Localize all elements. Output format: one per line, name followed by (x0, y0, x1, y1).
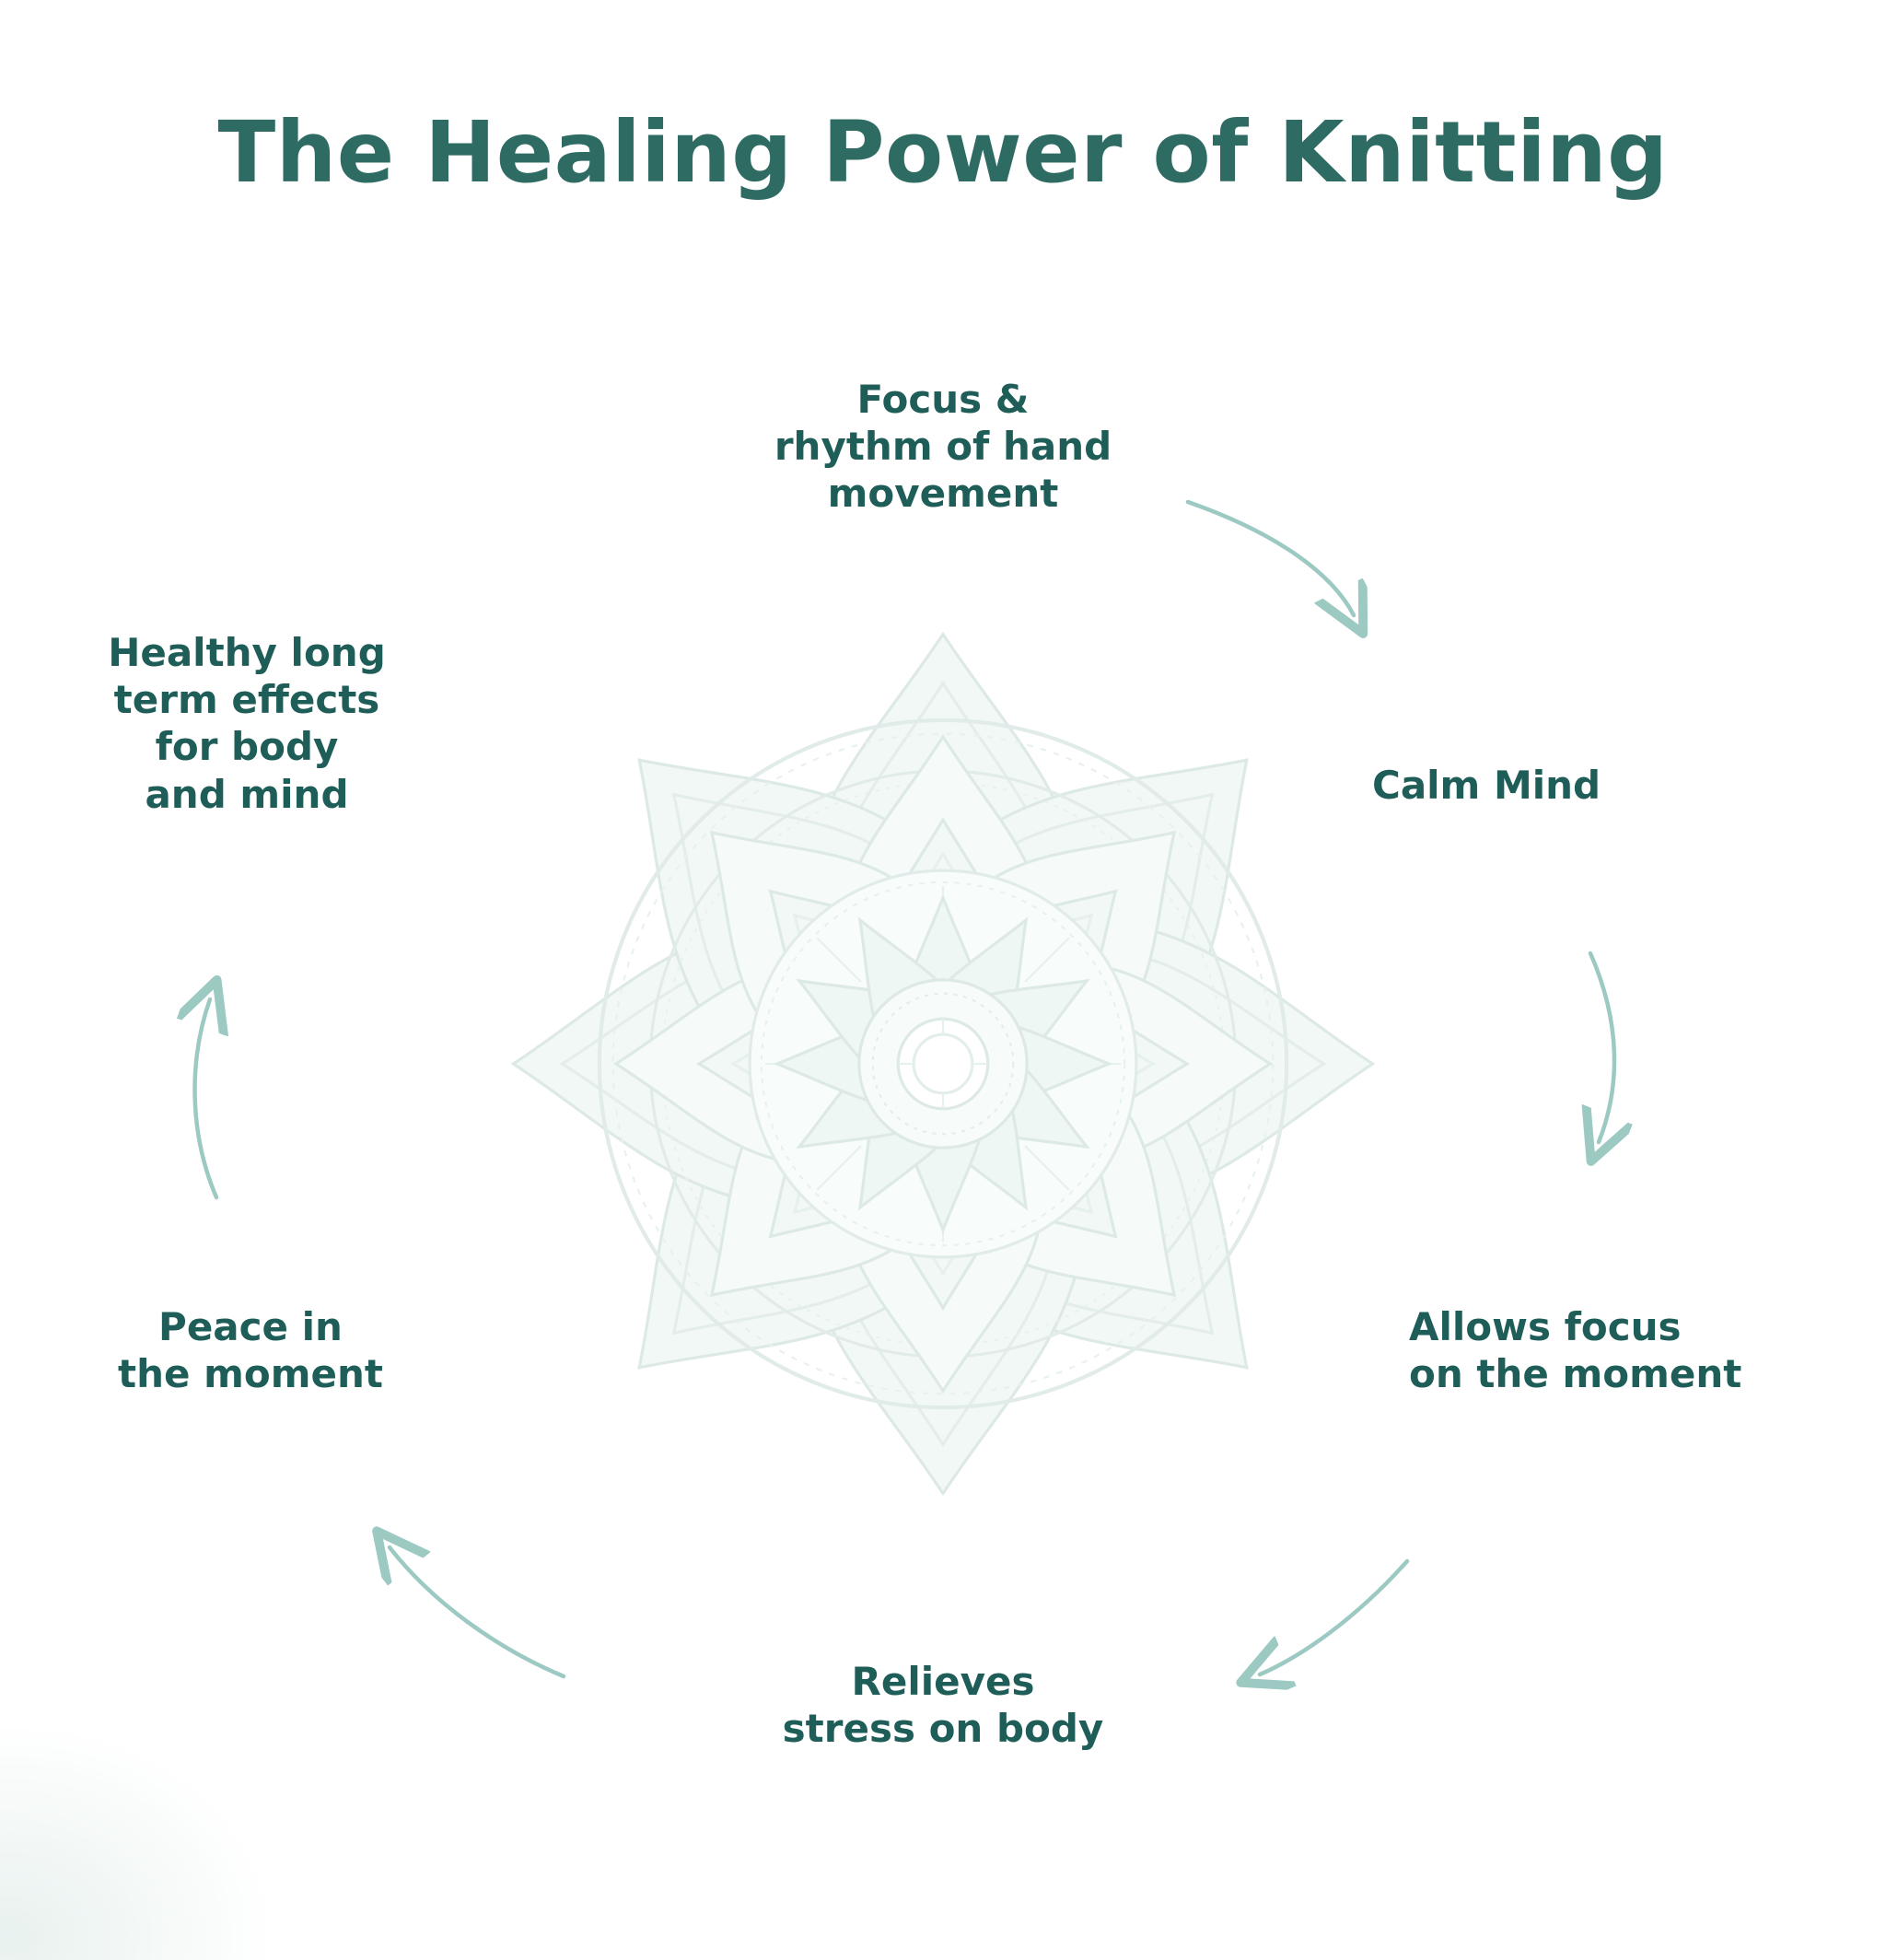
node-healthy-line-1: Healthy long (108, 630, 386, 675)
node-focus-line-2: rhythm of hand (774, 424, 1112, 470)
node-label-calm (1372, 762, 1759, 809)
mandala-icon (455, 576, 1431, 1552)
node-focus-line-3: movement (827, 471, 1059, 517)
arrow-allows-to-relieves (1260, 1561, 1407, 1674)
corner-wash-decoration (0, 1721, 276, 1960)
arrow-peace-to-healthy (195, 999, 216, 1197)
node-relieves-line-2: stress on body (782, 1706, 1104, 1752)
node-relieves-line-1: Relieves (851, 1659, 1035, 1704)
page-title: The Healing Power of Knitting (217, 103, 1669, 202)
node-focus-line-1: Focus & (856, 377, 1030, 422)
arrow-relieves-to-peace (390, 1547, 564, 1676)
node-peace-line-1: Peace in (158, 1304, 343, 1349)
node-label-focus (704, 376, 1182, 518)
node-calm-line-1: Calm Mind (1372, 763, 1601, 808)
node-label-healthy (81, 629, 413, 818)
node-healthy-line-2: term effects (113, 677, 380, 723)
node-peace-line-2: the moment (118, 1351, 383, 1397)
node-allows-line-2: on the moment (1409, 1351, 1742, 1397)
arrow-focus-to-calm (1188, 502, 1354, 615)
node-healthy-line-4: and mind (145, 771, 349, 817)
node-label-peace (85, 1303, 416, 1397)
node-label-relieves (648, 1658, 1238, 1752)
arrow-calm-to-allows (1590, 953, 1614, 1142)
node-healthy-line-3: for body (155, 724, 339, 770)
node-allows-line-1: Allows focus (1409, 1304, 1682, 1349)
node-label-allows (1409, 1303, 1796, 1397)
